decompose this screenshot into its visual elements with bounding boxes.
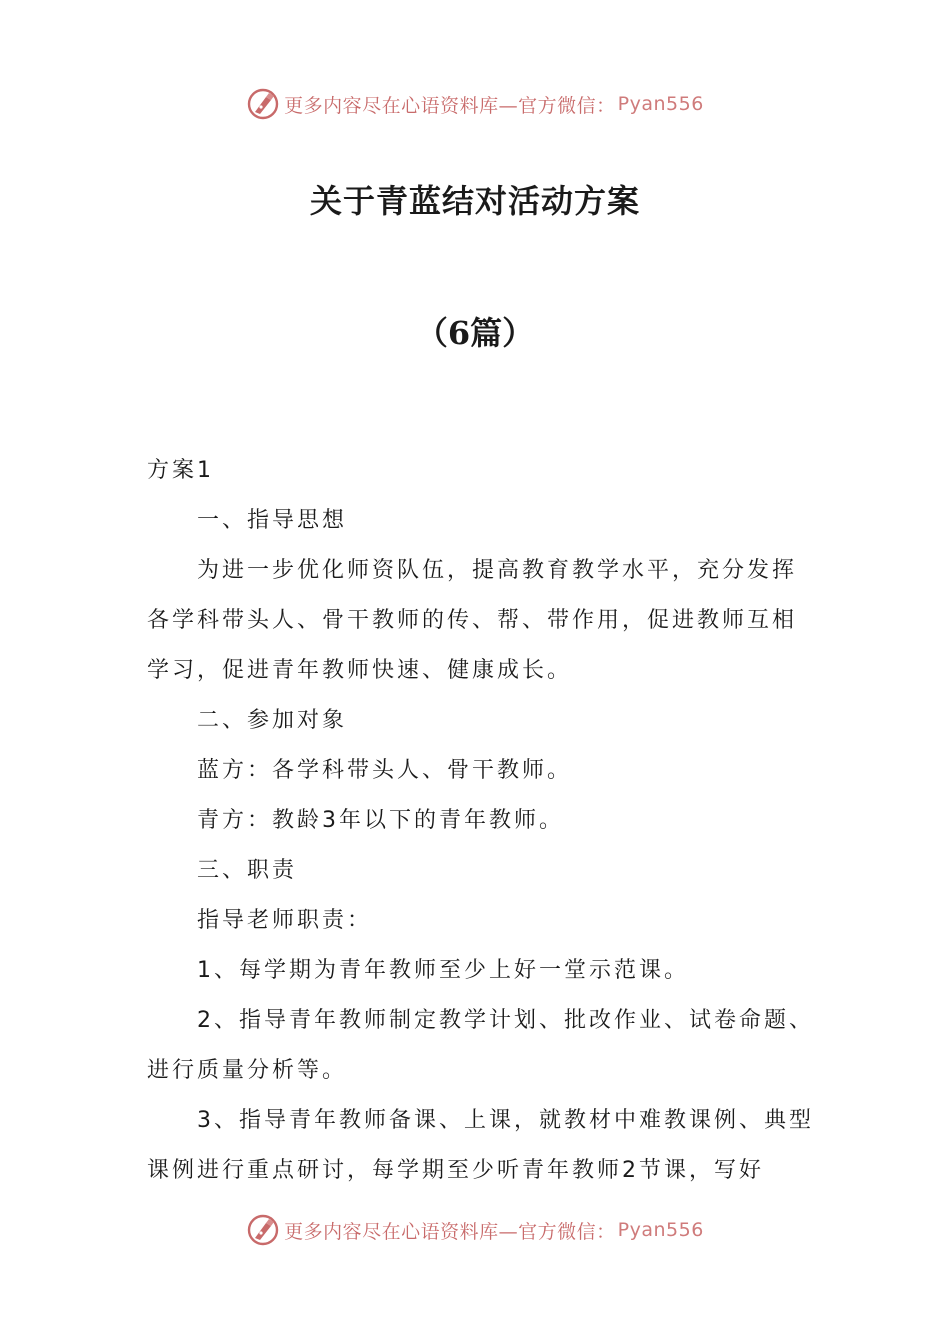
paragraph: 蓝方：各学科带头人、骨干教师。: [197, 758, 573, 783]
watermark-wechat-id: Pyan556: [617, 93, 704, 115]
watermark-text: 更多内容尽在心语资料库—官方微信：: [284, 1220, 616, 1243]
paragraph: 指导老师职责：: [197, 908, 373, 933]
paragraph: 为进一步优化师资队伍，提高教育教学水平，充分发挥各学科带头人、骨干教师的传、帮、带作用，促进教师互相学习，促进青年教师快速、健康成长。: [147, 558, 798, 683]
paragraph: 2、指导青年教师制定教学计划、批改作业、试卷命题、进行质量分析等。: [147, 1008, 814, 1083]
watermark-text: 更多内容尽在心语资料库—官方微信：: [284, 94, 616, 117]
pen-nib-icon: [246, 1213, 280, 1247]
document-title: 关于青蓝结对活动方案: [309, 182, 640, 220]
paragraph: 二、参加对象: [197, 708, 348, 733]
watermark-footer: [0, 1210, 950, 1250]
watermark-header: [0, 84, 950, 124]
paragraph: 三、职责: [197, 858, 298, 883]
paragraph: 1、每学期为青年教师至少上好一堂示范课。: [197, 958, 689, 983]
document-subtitle: （6篇）: [415, 314, 535, 352]
paragraph: 3、指导青年教师备课、上课，就教材中难教课例、典型课例进行重点研讨，每学期至少听青年教师2节课，写好: [147, 1108, 814, 1183]
paragraph: 一、指导思想: [197, 508, 348, 533]
paragraph: 方案1: [147, 458, 214, 483]
watermark-wechat-id: Pyan556: [617, 1219, 704, 1241]
pen-nib-icon: [246, 87, 280, 121]
document-body: [147, 446, 817, 1196]
paragraph: 青方：教龄3年以下的青年教师。: [197, 808, 564, 833]
